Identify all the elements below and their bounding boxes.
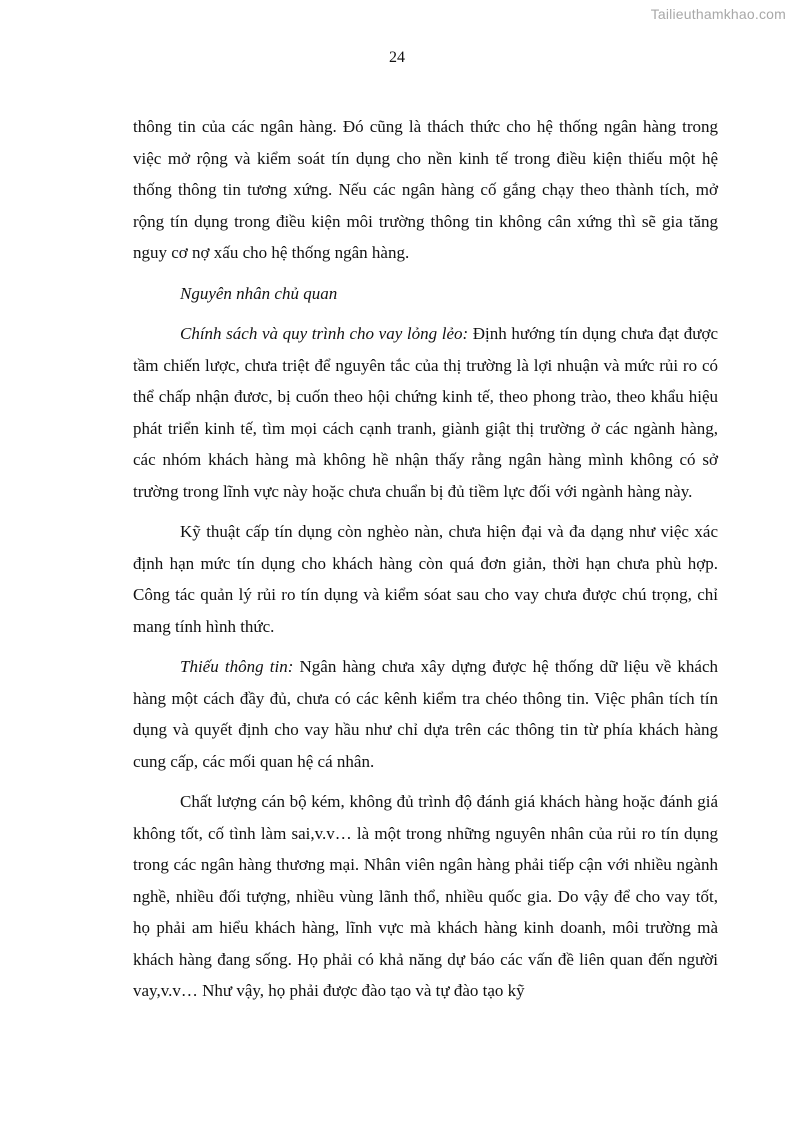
- paragraph-credit-technique: Kỹ thuật cấp tín dụng còn nghèo nàn, chưa hiện đại và đa dạng như việc xác định hạn mức tín dụng cho khách hàng còn quá đơn giản, thời hạn chưa phù hợp. Công tác quản lý rủi ro tín dụng và kiểm sóat sau cho vay chưa được chú trọng, chỉ mang tính hình thức.: [133, 522, 718, 636]
- paragraph-lead-italic: Thiếu thông tin:: [180, 657, 294, 676]
- watermark: Tailieuthamkhao.com: [650, 6, 786, 22]
- document-body: [133, 111, 718, 1016]
- paragraph-staff-quality: Chất lượng cán bộ kém, không đủ trình độ đánh giá khách hàng hoặc đánh giá không tốt, cố tình làm sai,v.v… là một trong những nguyên nhân của rủi ro tín dụng trong các ngân hàng thương mại. Nhân viên ngân hàng phải tiếp cận với nhiều ngành nghề, nhiều đối tượng, nhiều vùng lãnh thổ, nhiều quốc gia. Do vậy để cho vay tốt, họ phải am hiểu khách hàng, lĩnh vực mà khách hàng kinh doanh, môi trường mà khách hàng đang sống. Họ phải có khả năng dự báo các vấn đề liên quan đến người vay,v.v… Như vậy, họ phải được đào tạo và tự đào tạo kỹ: [133, 792, 718, 1000]
- paragraph-body: Ngân hàng chưa xây dựng được hệ thống dữ liệu về khách hàng một cách đầy đủ, chưa có các kênh kiểm tra chéo thông tin. Việc phân tích tín dụng và quyết định cho vay hầu như chỉ dựa trên các thông tin từ phía khách hàng cung cấp, các mối quan hệ cá nhân.: [133, 657, 719, 771]
- paragraph-lending-policy: [133, 318, 718, 507]
- paragraph-lack-of-information: [133, 651, 718, 777]
- paragraph-lead-italic: Chính sách và quy trình cho vay lỏng lẻo:: [180, 324, 469, 343]
- paragraph-body: Định hướng tín dụng chưa đạt được tầm chiến lược, chưa triệt để nguyên tắc của thị trường là lợi nhuận và mức rủi ro có thể chấp nhận đươc, bị cuốn theo hội chứng kinh tế, theo phong trào, theo khẩu hiệu phát triển kinh tế, tìm mọi cách cạnh tranh, giành giật thị trường ở các ngành hàng, các nhóm khách hàng mà không hề nhận thấy rằng ngân hàng mình không có sở trường trong lĩnh vực này hoặc chưa chuẩn bị đủ tiềm lực đối với ngành hàng này.: [133, 324, 718, 501]
- page-number: 24: [389, 49, 405, 66]
- paragraph-continued: thông tin của các ngân hàng. Đó cũng là thách thức cho hệ thống ngân hàng trong việc mở rộng và kiểm soát tín dụng cho nền kinh tế trong điều kiện thiếu một hệ thống thông tin tương xứng. Nếu các ngân hàng cố gắng chạy theo thành tích, mở rộng tín dụng trong điều kiện môi trường thông tin không cân xứng thì sẽ gia tăng nguy cơ nợ xấu cho hệ thống ngân hàng.: [133, 117, 718, 262]
- section-heading: Nguyên nhân chủ quan: [180, 283, 338, 303]
